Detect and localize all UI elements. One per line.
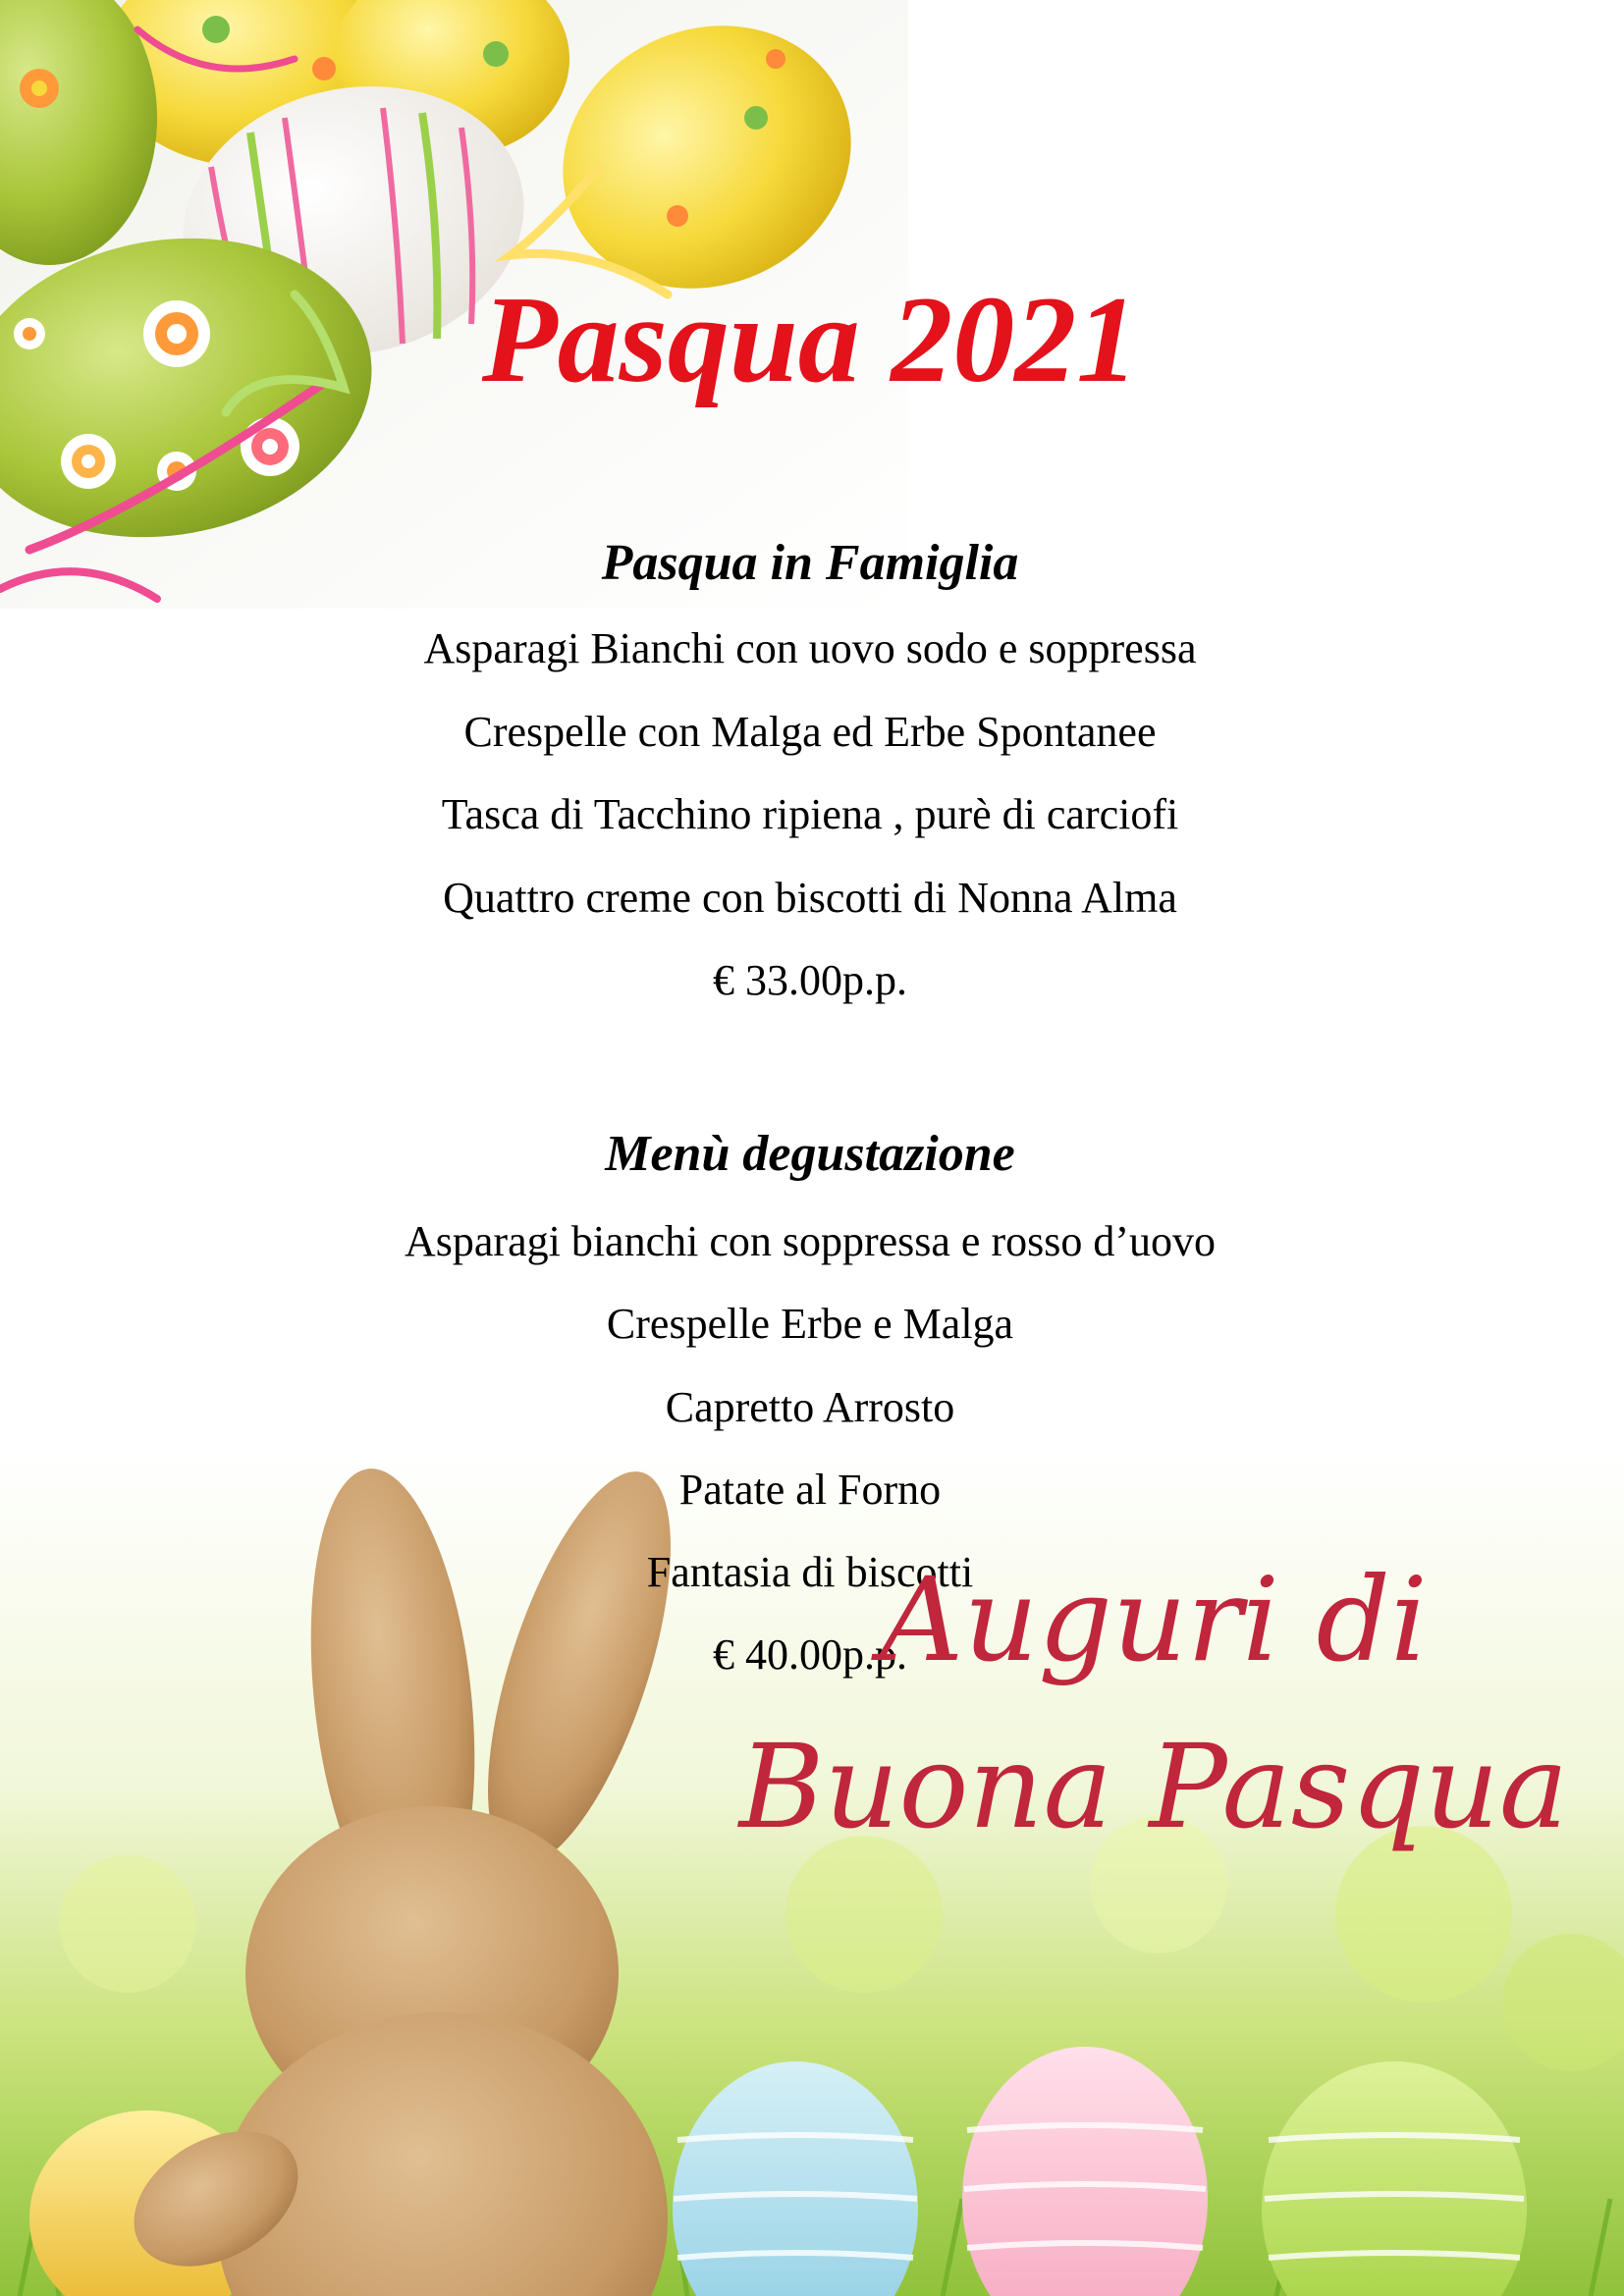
menu-1-item-1: Asparagi Bianchi con uovo sodo e soppressa [423, 624, 1197, 672]
menu-2-title: Menù degustazione [605, 1126, 1015, 1182]
menu-1-item-2: Crespelle con Malga ed Erbe Spontanee [463, 708, 1157, 756]
menu-2-item-5: Fantasia di biscotti [646, 1548, 974, 1596]
greeting-line-2: Buona Pasqua [738, 1719, 1569, 1854]
menu-2-item-1: Asparagi bianchi con soppressa e rosso d’uovo [404, 1217, 1217, 1265]
menu-2-item-2: Crespelle Erbe e Malga [606, 1300, 1014, 1348]
menu-2-price: € 40.00p.p. [713, 1630, 907, 1679]
page-title: Pasqua 2021 [481, 272, 1139, 408]
greeting [697, 1531, 1610, 1924]
menu-1-title: Pasqua in Famiglia [601, 535, 1019, 591]
menu-2-item-4: Patate al Forno [678, 1466, 942, 1514]
menu-1-item-4: Quattro creme con biscotti di Nonna Alma [443, 874, 1177, 922]
menu-2-item-3: Capretto Arrosto [665, 1383, 955, 1431]
greeting-line-1: Auguri di [880, 1552, 1428, 1687]
menu-1-item-3: Tasca di Tacchino ripiena , purè di carciofi [441, 790, 1179, 838]
menu-1-price: € 33.00p.p. [713, 956, 907, 1004]
